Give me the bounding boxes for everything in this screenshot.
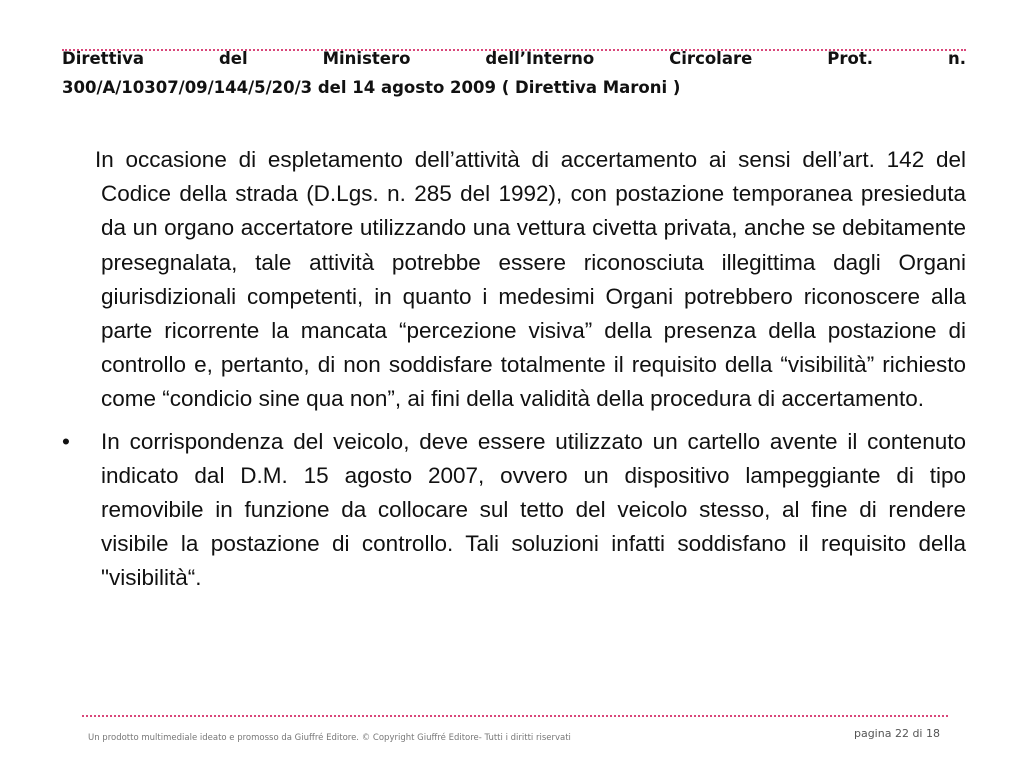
title-line-1: Direttiva del Ministero dell’Interno Circolare Prot. n. [62, 49, 966, 68]
page-label: pagina [853, 727, 892, 740]
footer-copyright: Un prodotto multimediale ideato e promosso da Giuffré Editore. © Copyright Giuffré Editore- Tutti i diritti riservati [88, 733, 571, 743]
footer-dotted-rule [82, 715, 948, 717]
bullet-item [62, 425, 966, 596]
bullet-text: In corrispondenza del veicolo, deve essere utilizzato un cartello avente il contenuto indicato dal D.M. 15 agosto 2007, ovvero un dispositivo lampeggiante di tipo removibile in funzione da collocare sul tetto del veicolo stesso, al fine di rendere visibile la postazione di controllo. Tali soluzioni infatti soddisfano il requisito della "visibilità“. [101, 428, 966, 591]
slide-title [62, 44, 966, 102]
title-line-2: 300/A/10307/09/144/5/20/3 del 14 agosto 2009 ( Direttiva Maroni ) [62, 78, 681, 97]
page-separator: di [912, 727, 923, 740]
page-total: 18 [926, 727, 940, 740]
lead-paragraph: In occasione di espletamento dell’attività di accertamento ai sensi dell’art. 142 del Codice della strada (D.Lgs. n. 285 del 1992), con postazione temporanea presieduta da un organo accertatore utilizzando una vettura civetta privata, anche se debitamente presegnalata, tale attività potrebbe essere riconosciuta illegittima dagli Organi giurisdizionali competenti, in quanto i medesimi Organi potrebbero riconoscere alla parte ricorrente la mancata “percezione visiva” della presenza della postazione di controllo e, pertanto, di non soddisfare totalmente il requisito della “visibilità” richiesto come “condicio sine qua non”, ai fini della validità della procedura di accertamento. [95, 147, 966, 412]
bullet-icon: • [62, 428, 70, 454]
slide-body [62, 143, 966, 596]
page-current: 22 [894, 727, 909, 740]
page-counter [854, 727, 940, 740]
